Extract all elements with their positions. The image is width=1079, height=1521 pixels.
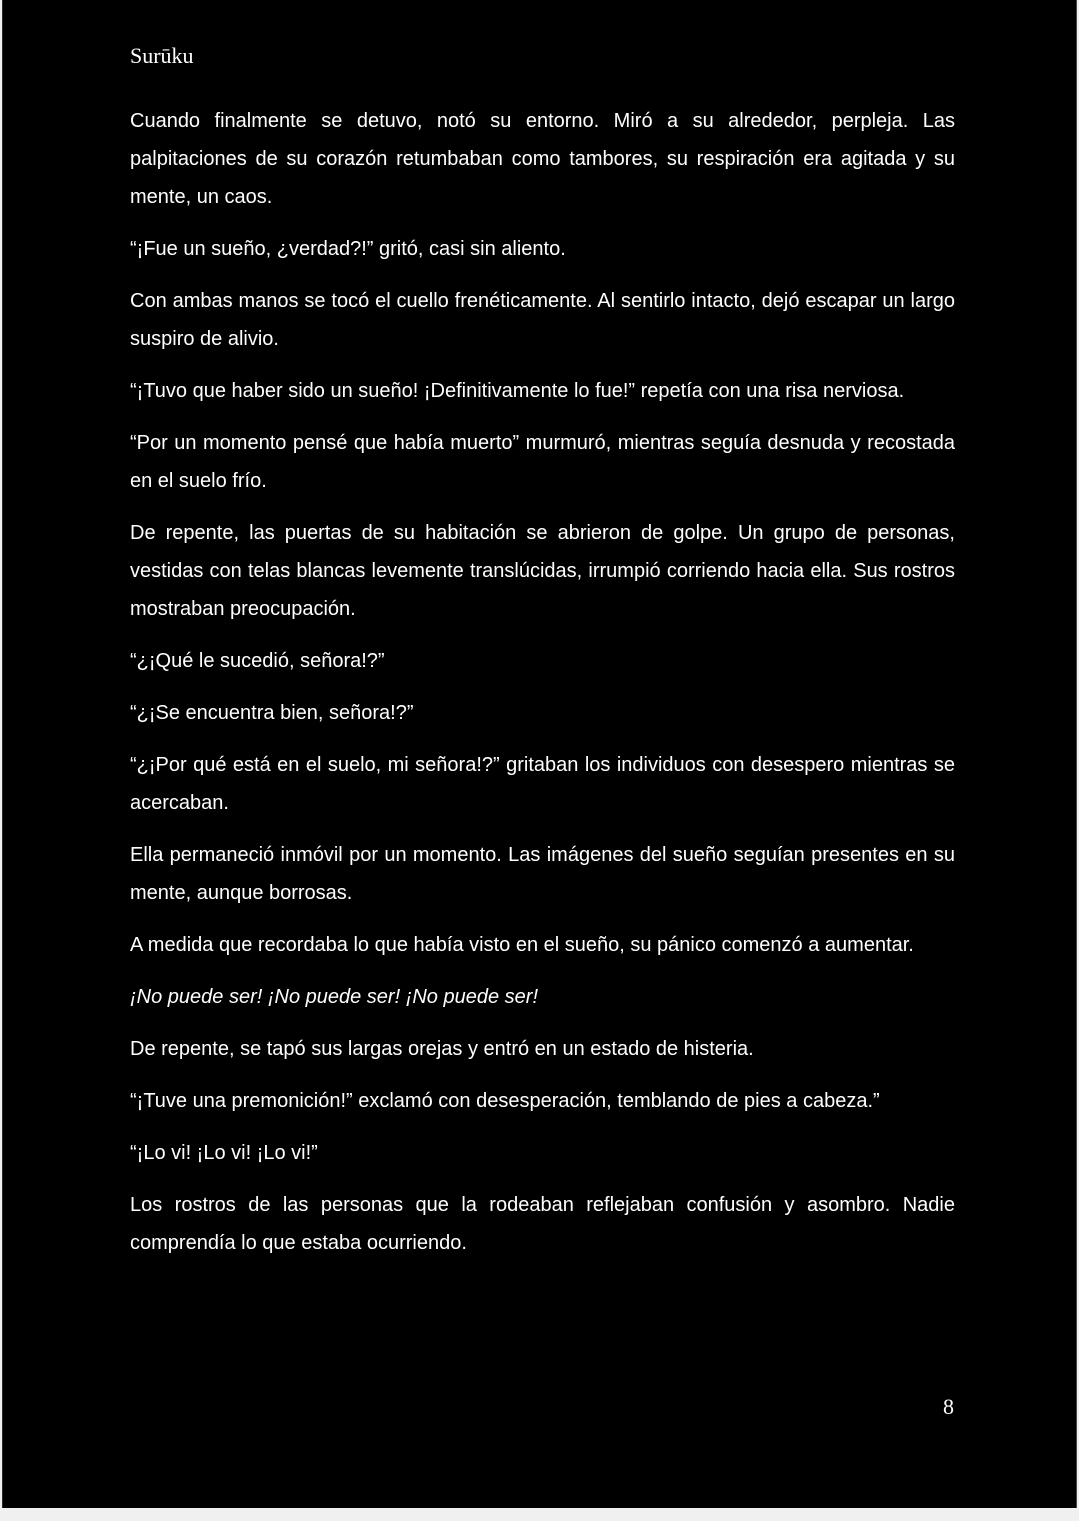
paragraph: A medida que recordaba lo que había visto en el sueño, su pánico comenzó a aumentar. [130, 934, 914, 956]
paragraph: De repente, las puertas de su habitación se abrieron de golpe. Un grupo de personas, vestidas con telas blancas levemente translúcidas, irrumpió corriendo hacia ella. Sus rostros mostraban preocupación. [130, 522, 955, 620]
paragraph: “¡Lo vi! ¡Lo vi! ¡Lo vi!” [130, 1142, 318, 1164]
paragraph: “¿¡Se encuentra bien, señora!?” [130, 702, 414, 724]
running-header-title: Surūku [130, 43, 194, 68]
paragraph: Los rostros de las personas que la rodeaban reflejaban confusión y asombro. Nadie comprendía lo que estaba ocurriendo. [130, 1194, 955, 1254]
paragraph: “¡Tuvo que haber sido un sueño! ¡Definitivamente lo fue!” repetía con una risa nerviosa. [130, 380, 905, 402]
paragraph: “¡Fue un sueño, ¿verdad?!” gritó, casi sin aliento. [130, 238, 566, 260]
document-page [2, 0, 1077, 1508]
paragraph: Con ambas manos se tocó el cuello frenéticamente. Al sentirlo intacto, dejó escapar un largo suspiro de alivio. [130, 290, 955, 350]
paragraph: “¡Tuve una premonición!” exclamó con desesperación, temblando de pies a cabeza.” [130, 1090, 880, 1112]
paragraph: “Por un momento pensé que había muerto” murmuró, mientras seguía desnuda y recostada en el suelo frío. [130, 432, 955, 492]
page-body [130, 102, 955, 1276]
paragraph: Ella permaneció inmóvil por un momento. Las imágenes del sueño seguían presentes en su mente, aunque borrosas. [130, 844, 955, 904]
paragraph: “¿¡Por qué está en el suelo, mi señora!?” gritaban los individuos con desespero mientras se acercaban. [130, 754, 955, 814]
paragraph: “¿¡Qué le sucedió, señora!?” [130, 650, 385, 672]
paragraph-italic-thought: ¡No puede ser! ¡No puede ser! ¡No puede ser! [130, 986, 538, 1008]
paragraph: Cuando finalmente se detuvo, notó su entorno. Miró a su alrededor, perpleja. Las palpitaciones de su corazón retumbaban como tambores, su respiración era agitada y su mente, un caos. [130, 110, 955, 208]
page-number: 8 [943, 1394, 954, 1419]
paragraph: De repente, se tapó sus largas orejas y entró en un estado de histeria. [130, 1038, 754, 1060]
